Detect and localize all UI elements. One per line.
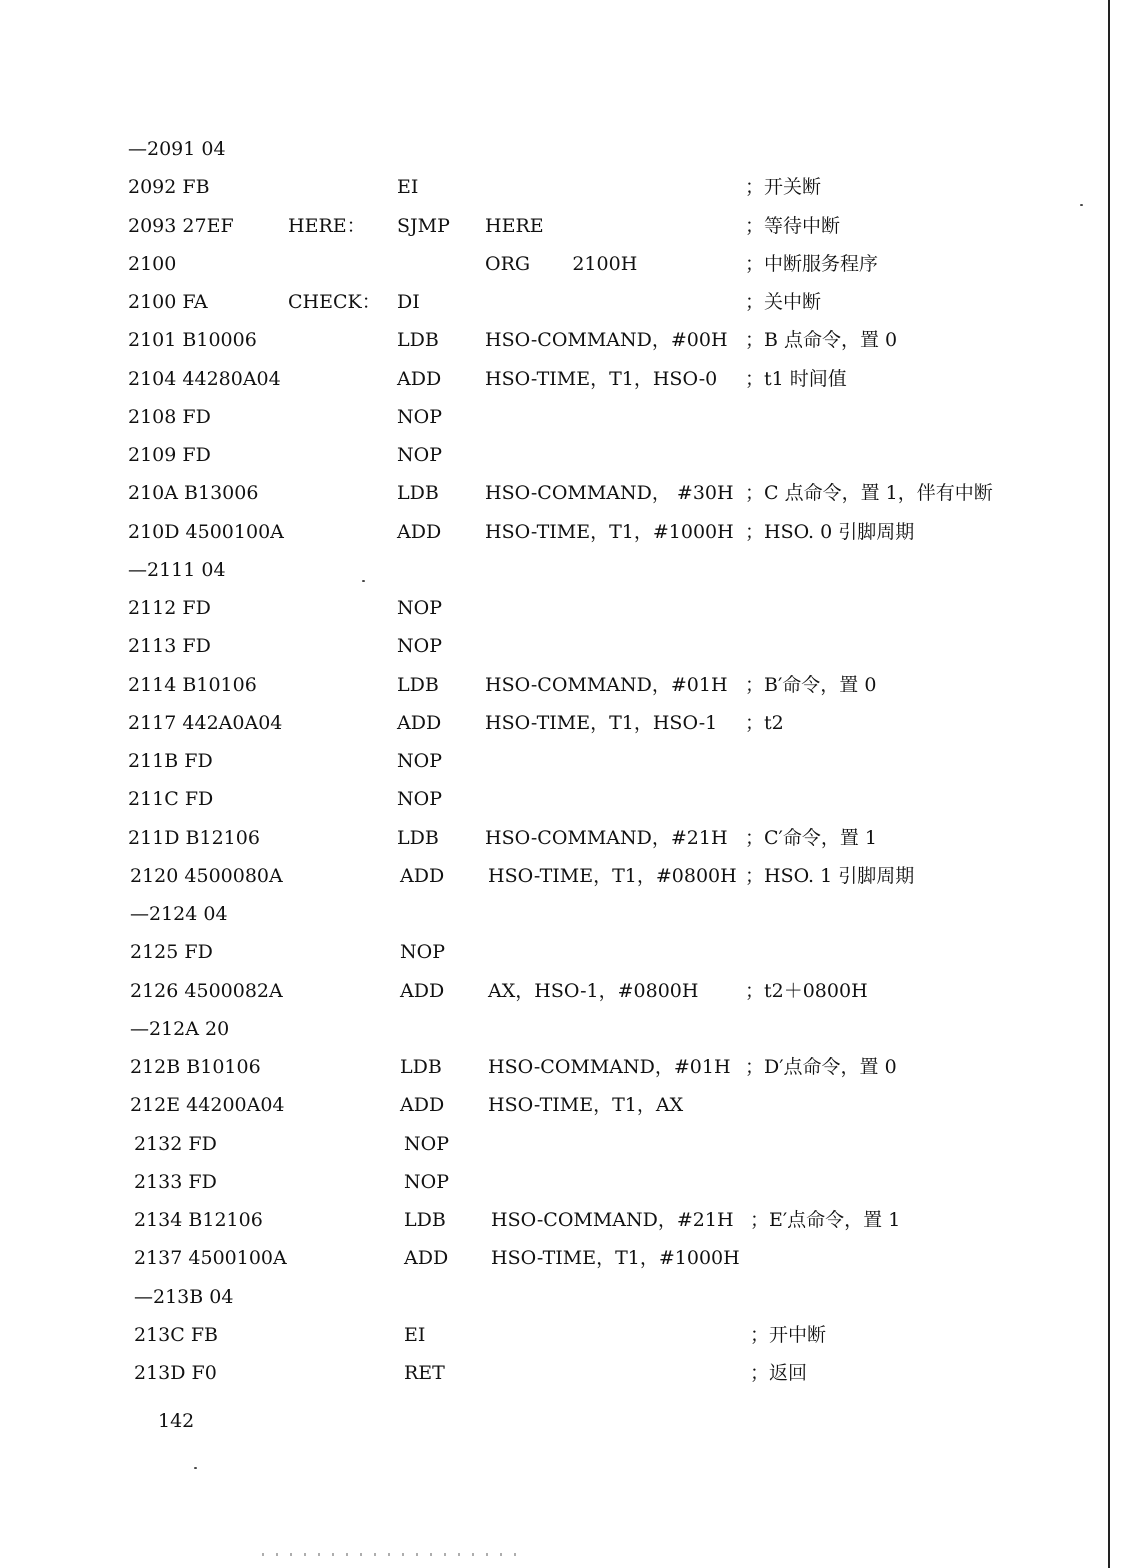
listing-row — [0, 1319, 1122, 1351]
listing-comment: ；开关断 — [745, 176, 822, 198]
listing-comment: ；t1 时间值 — [745, 368, 847, 390]
listing-op: NOP — [397, 406, 442, 428]
listing-row — [0, 210, 1122, 242]
listing-row — [0, 1242, 1122, 1274]
listing-operand: HSO-TIME，T1，#1000H — [491, 1247, 740, 1269]
listing-operand: HSO-COMMAND，#21H — [491, 1209, 734, 1231]
listing-comment: ；HSO. 0 引脚周期 — [745, 521, 915, 543]
listing-row — [0, 1204, 1122, 1236]
listing-row — [0, 975, 1122, 1007]
listing-addr: 2093 27EF — [128, 215, 234, 237]
listing-row — [0, 1128, 1122, 1160]
scan-edge-line — [1108, 0, 1110, 1568]
listing-row — [0, 286, 1122, 318]
listing-addr: 2113 FD — [128, 635, 211, 657]
listing-comment: ；E′点命令，置 1 — [750, 1209, 901, 1231]
scan-noise — [262, 1553, 517, 1556]
listing-operand: HSO-COMMAND，#01H — [488, 1056, 731, 1078]
listing-row — [0, 745, 1122, 777]
listing-row — [0, 1281, 1122, 1313]
listing-op: ADD — [400, 865, 445, 887]
listing-operand: HSO-TIME，T1，HSO-0 — [485, 368, 718, 390]
listing-addr: 2114 B10106 — [128, 674, 257, 696]
listing-addr: 211B FD — [128, 750, 213, 772]
listing-addr: 2133 FD — [134, 1171, 217, 1193]
listing-op: ADD — [404, 1247, 449, 1269]
listing-comment: ；t2＋0800H — [745, 980, 868, 1002]
listing-comment: ；C′命令，置 1 — [745, 827, 877, 849]
scan-speck — [1080, 204, 1083, 206]
listing-addr: 2134 B12106 — [134, 1209, 263, 1231]
listing-row — [0, 630, 1122, 662]
listing-addr: 2108 FD — [128, 406, 211, 428]
listing-op: ADD — [397, 368, 442, 390]
listing-op: LDB — [400, 1056, 442, 1078]
listing-row — [0, 898, 1122, 930]
listing-addr: 2104 44280A04 — [128, 368, 281, 390]
listing-operand: HSO-COMMAND，#21H — [485, 827, 728, 849]
listing-operand: HSO-COMMAND，#00H — [485, 329, 728, 351]
listing-op: RET — [404, 1362, 445, 1384]
listing-row — [0, 477, 1122, 509]
listing-addr: 210D 4500100A — [128, 521, 284, 543]
listing-addr: 211D B12106 — [128, 827, 260, 849]
listing-op: EI — [404, 1324, 426, 1346]
listing-addr: 2120 4500080A — [130, 865, 283, 887]
listing-op: LDB — [397, 482, 439, 504]
listing-row — [0, 324, 1122, 356]
listing-op: NOP — [404, 1133, 449, 1155]
listing-row — [0, 1013, 1122, 1045]
listing-row — [0, 1357, 1122, 1389]
listing-row — [0, 363, 1122, 395]
listing-addr: 2125 FD — [130, 941, 213, 963]
listing-comment: ；C 点命令，置 1，伴有中断 — [745, 482, 993, 504]
listing-operand: HSO-COMMAND， #30H — [485, 482, 734, 504]
listing-addr: 212E 44200A04 — [130, 1094, 285, 1116]
listing-row — [0, 439, 1122, 471]
listing-operand: HSO-TIME，T1，#0800H — [488, 865, 737, 887]
listing-comment: ；D′点命令，置 0 — [745, 1056, 897, 1078]
listing-addr: —2091 04 — [128, 138, 226, 160]
listing-comment: ；开中断 — [750, 1324, 827, 1346]
listing-row — [0, 707, 1122, 739]
listing-comment: ；中断服务程序 — [745, 253, 879, 275]
listing-operand: HSO-TIME，T1，HSO-1 — [485, 712, 718, 734]
listing-row — [0, 248, 1122, 280]
listing-row — [0, 401, 1122, 433]
listing-comment: ；B 点命令，置 0 — [745, 329, 898, 351]
listing-addr: 2100 FA — [128, 291, 208, 313]
listing-operand: AX，HSO-1，#0800H — [488, 980, 699, 1002]
listing-op: NOP — [397, 635, 442, 657]
listing-op: NOP — [397, 444, 442, 466]
listing-addr: 210A B13006 — [128, 482, 259, 504]
listing-op: SJMP — [397, 215, 450, 237]
listing-operand: HSO-TIME，T1，#1000H — [485, 521, 734, 543]
listing-addr: 2137 4500100A — [134, 1247, 287, 1269]
scan-speck — [362, 580, 365, 582]
listing-comment: ；HSO. 1 引脚周期 — [745, 865, 915, 887]
listing-addr: —2111 04 — [128, 559, 226, 581]
listing-op: ADD — [397, 521, 442, 543]
listing-row — [0, 860, 1122, 892]
listing-comment: ；返回 — [750, 1362, 808, 1384]
listing-operand: HSO-TIME，T1，AX — [488, 1094, 684, 1116]
listing-addr: 2092 FB — [128, 176, 210, 198]
listing-row — [0, 822, 1122, 854]
listing-addr: 2126 4500082A — [130, 980, 283, 1002]
listing-addr: 2117 442A0A04 — [128, 712, 283, 734]
listing-row — [0, 516, 1122, 548]
listing-op: LDB — [397, 827, 439, 849]
listing-row — [0, 1166, 1122, 1198]
listing-operand: HERE — [485, 215, 544, 237]
listing-op: LDB — [397, 674, 439, 696]
listing-op: EI — [397, 176, 419, 198]
listing-op: LDB — [397, 329, 439, 351]
listing-comment: ；t2 — [745, 712, 784, 734]
listing-row — [0, 554, 1122, 586]
listing-addr: 2109 FD — [128, 444, 211, 466]
listing-row — [0, 936, 1122, 968]
listing-addr: 2112 FD — [128, 597, 211, 619]
listing-row — [0, 592, 1122, 624]
listing-op: NOP — [404, 1171, 449, 1193]
listing-addr: 212B B10106 — [130, 1056, 261, 1078]
listing-addr: 213C FB — [134, 1324, 218, 1346]
listing-row — [0, 1089, 1122, 1121]
page-number: 142 — [158, 1410, 195, 1432]
listing-addr: 2101 B10006 — [128, 329, 257, 351]
listing-label: HERE： — [288, 215, 366, 237]
scan-speck — [194, 1467, 197, 1469]
listing-addr: —212A 20 — [130, 1018, 230, 1040]
listing-op: ADD — [400, 980, 445, 1002]
listing-addr: 211C FD — [128, 788, 214, 810]
listing-comment: ；B′命令，置 0 — [745, 674, 877, 696]
listing-addr: 2100 — [128, 253, 177, 275]
listing-comment: ；等待中断 — [745, 215, 841, 237]
listing-operand: HSO-COMMAND，#01H — [485, 674, 728, 696]
listing-row — [0, 1051, 1122, 1083]
listing-row — [0, 669, 1122, 701]
listing-op: NOP — [400, 941, 445, 963]
listing-addr: 2132 FD — [134, 1133, 217, 1155]
listing-op: DI — [397, 291, 420, 313]
listing-op: LDB — [404, 1209, 446, 1231]
listing-op: NOP — [397, 788, 442, 810]
listing-op: ADD — [400, 1094, 445, 1116]
listing-addr: 213D F0 — [134, 1362, 217, 1384]
listing-comment: ；关中断 — [745, 291, 822, 313]
listing-addr: —213B 04 — [134, 1286, 234, 1308]
listing-label: CHECK： — [288, 291, 381, 313]
listing-op: NOP — [397, 597, 442, 619]
listing-row — [0, 133, 1122, 165]
listing-operand: ORG 2100H — [485, 253, 638, 275]
listing-op: ADD — [397, 712, 442, 734]
listing-op: NOP — [397, 750, 442, 772]
listing-row — [0, 171, 1122, 203]
listing-addr: —2124 04 — [130, 903, 228, 925]
listing-row — [0, 783, 1122, 815]
